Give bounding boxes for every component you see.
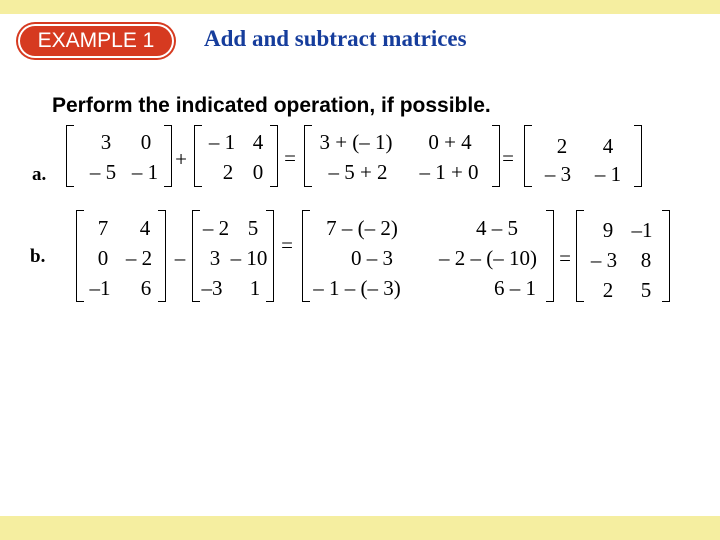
top-stripe: [0, 0, 720, 14]
matrix-cell: –3: [201, 276, 223, 300]
problem-a-label: a.: [32, 164, 47, 185]
minus-operator: –: [174, 246, 186, 270]
matrix-cell: – 10: [230, 246, 268, 270]
example-badge-label: EXAMPLE 1: [37, 29, 155, 52]
matrix-cell: 3: [100, 130, 112, 154]
matrix-cell: 2: [222, 160, 234, 184]
right-bracket: [662, 210, 670, 302]
matrix-cell: 4: [139, 216, 151, 240]
matrix-cell: 4 – 5: [476, 216, 518, 240]
example-badge: [18, 24, 174, 58]
matrix-cell: 0: [97, 246, 109, 270]
equals-sign: =: [559, 246, 571, 270]
instruction-text: Perform the indicated operation, if possible.: [52, 94, 491, 117]
matrix-cell: 8: [640, 248, 652, 272]
matrix-cell: – 2: [202, 216, 230, 240]
matrix-cell: 4: [602, 134, 614, 158]
plus-operator: +: [175, 147, 187, 171]
matrix-cell: 3 + (– 1): [319, 130, 393, 154]
bottom-stripe: [0, 516, 720, 540]
matrix-cell: 0: [252, 160, 264, 184]
left-bracket: [66, 125, 74, 187]
matrix-cell: – 5 + 2: [328, 160, 388, 184]
matrix-cell: 2: [556, 134, 568, 158]
matrix-cell: 5: [640, 278, 652, 302]
equals-sign: =: [284, 146, 296, 170]
matrix-cell: 2: [602, 278, 614, 302]
matrix-cell: 9: [602, 218, 614, 242]
matrix-cell: 7: [97, 216, 109, 240]
matrix-cell: –1: [631, 218, 653, 242]
matrix-cell: 0: [140, 130, 152, 154]
matrix-cell: 1: [249, 276, 261, 300]
matrix-cell: – 1 + 0: [419, 160, 479, 184]
right-bracket: [164, 125, 172, 187]
problem-b-label: b.: [30, 246, 46, 267]
left-bracket: [524, 125, 532, 187]
right-bracket: [270, 125, 278, 187]
matrix-cell: – 2 – (– 10): [439, 246, 537, 270]
right-bracket: [634, 125, 642, 187]
matrix-cell: 0 – 3: [351, 246, 393, 270]
matrix-cell: 6: [140, 276, 152, 300]
matrix-cell: – 3: [544, 162, 572, 186]
right-bracket: [546, 210, 554, 302]
page-title: Add and subtract matrices: [204, 26, 467, 51]
matrix-cell: 7 – (– 2): [326, 216, 398, 240]
matrix-cell: – 1: [131, 160, 159, 184]
matrix-cell: – 1 – (– 3): [313, 276, 401, 300]
equals-sign: =: [281, 233, 293, 257]
matrix-cell: 6 – 1: [494, 276, 536, 300]
left-bracket: [76, 210, 84, 302]
equals-sign: =: [502, 146, 514, 170]
matrix-cell: 5: [247, 216, 259, 240]
matrix-cell: – 1: [208, 130, 236, 154]
matrix-cell: –1: [89, 276, 111, 300]
matrix-cell: – 5: [89, 160, 117, 184]
matrix-cell: – 3: [590, 248, 618, 272]
matrix-cell: – 2: [125, 246, 153, 270]
matrix-cell: 4: [252, 130, 264, 154]
matrix-cell: 0 + 4: [428, 130, 472, 154]
matrix-cell: – 1: [594, 162, 622, 186]
matrix-cell: 3: [209, 246, 221, 270]
